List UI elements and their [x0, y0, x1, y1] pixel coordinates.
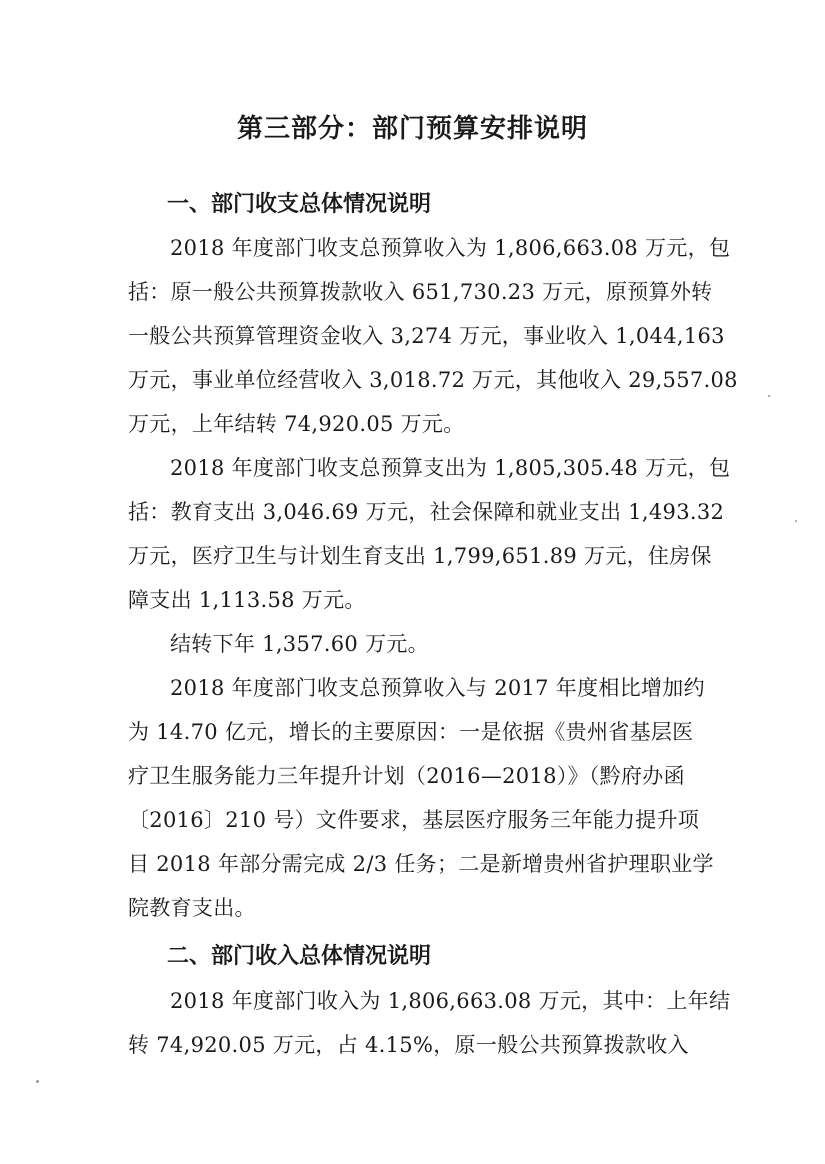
paragraph-line: 疗卫生服务能力三年提升计划（2016—2018）》（黔府办函	[128, 764, 685, 788]
scan-speck	[36, 1080, 39, 1083]
scan-speck	[768, 395, 770, 397]
paragraph-line: 结转下年 1,357.60 万元。	[170, 632, 429, 656]
paragraph-line: 2018 年度部门收支总预算收入与 2017 年度相比增加约	[170, 676, 705, 700]
section-heading-1: 一、部门收支总体情况说明	[167, 192, 432, 217]
paragraph-line: 为 14.70 亿元，增长的主要原因：一是依据《贵州省基层医	[128, 720, 694, 744]
paragraph-line: 2018 年度部门收入为 1,806,663.08 万元，其中：上年结	[170, 989, 731, 1013]
paragraph-line: 括：教育支出 3,046.69 万元，社会保障和就业支出 1,493.32	[128, 500, 725, 524]
scan-speck	[795, 520, 797, 522]
page-title: 第三部分：部门预算安排说明	[236, 114, 588, 144]
paragraph-line: 〔2016〕210 号）文件要求，基层医疗服务三年能力提升项	[128, 808, 700, 832]
paragraph-line: 院教育支出。	[128, 896, 256, 920]
paragraph-line: 万元，医疗卫生与计划生育支出 1,799,651.89 万元，住房保	[128, 544, 712, 568]
paragraph-line: 目 2018 年部分需完成 2/3 任务；二是新增贵州省护理职业学	[128, 852, 714, 876]
paragraph-line: 2018 年度部门收支总预算收入为 1,806,663.08 万元，包	[170, 236, 731, 260]
paragraph-line: 括：原一般公共预算拨款收入 651,730.23 万元，原预算外转	[128, 280, 713, 304]
paragraph-line: 转 74,920.05 万元，占 4.15%，原一般公共预算拨款收入	[128, 1033, 689, 1057]
section-heading-2: 二、部门收入总体情况说明	[167, 944, 432, 969]
paragraph-line: 一般公共预算管理资金收入 3,274 万元，事业收入 1,044,163	[128, 324, 725, 348]
paragraph-line: 万元，事业单位经营收入 3,018.72 万元，其他收入 29,557.08	[128, 368, 738, 392]
paragraph-line: 障支出 1,113.58 万元。	[128, 588, 366, 612]
paragraph-line: 2018 年度部门收支总预算支出为 1,805,305.48 万元，包	[170, 456, 731, 480]
paragraph-line: 万元，上年结转 74,920.05 万元。	[128, 412, 465, 436]
